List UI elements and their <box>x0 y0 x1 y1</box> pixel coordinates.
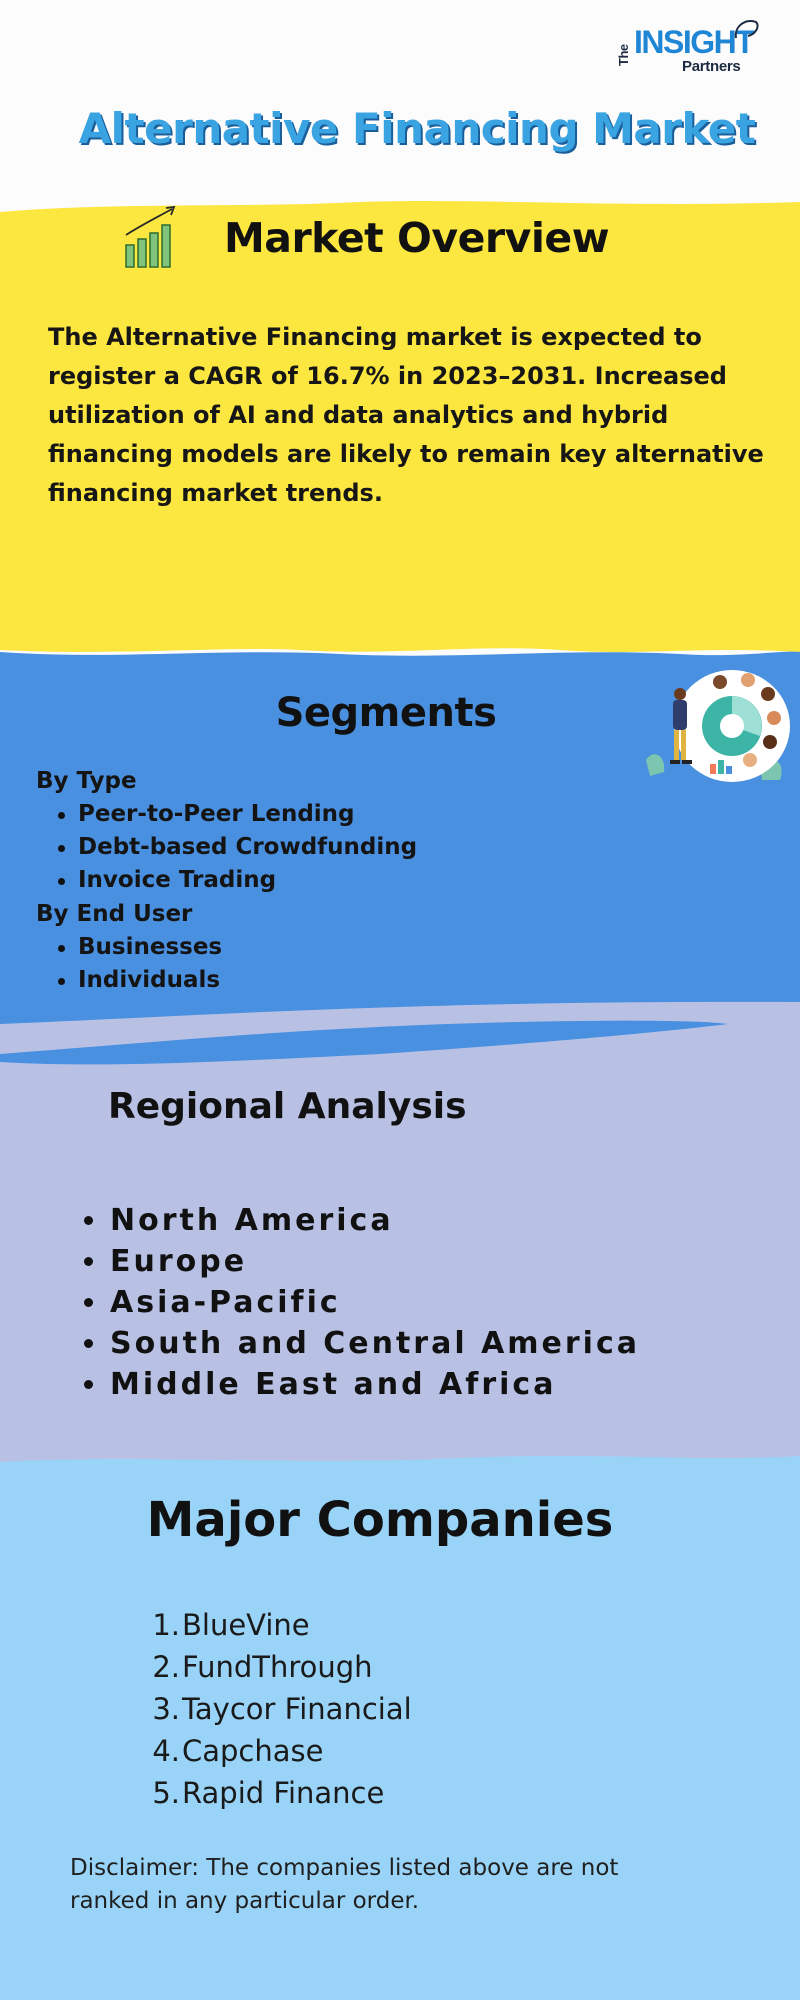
segment-group-end-user <box>36 897 417 997</box>
company-name: BlueVine <box>182 1608 310 1642</box>
company-name: FundThrough <box>182 1650 373 1684</box>
region-item: Middle East and Africa <box>110 1364 640 1405</box>
region-item: South and Central America <box>110 1323 640 1364</box>
company-number: 2. <box>152 1650 180 1684</box>
region-item: Asia-Pacific <box>110 1282 640 1323</box>
company-number: 5. <box>152 1776 180 1810</box>
segment-group-label: By Type <box>36 768 137 794</box>
growth-chart-icon <box>124 205 180 269</box>
logo-partners: Partners <box>682 58 741 75</box>
segment-item: Businesses <box>78 931 417 964</box>
page-title: Alternative Financing Market <box>78 104 756 153</box>
insight-partners-logo <box>612 14 762 76</box>
company-name: Rapid Finance <box>182 1776 385 1810</box>
company-item <box>148 1646 412 1688</box>
segment-item: Peer-to-Peer Lending <box>78 798 417 831</box>
company-list <box>148 1604 412 1814</box>
company-item <box>148 1688 412 1730</box>
segment-item: Debt-based Crowdfunding <box>78 831 417 864</box>
overview-title: Market Overview <box>224 214 610 262</box>
segment-group-label: By End User <box>36 901 193 927</box>
segment-item: Invoice Trading <box>78 864 417 897</box>
company-item <box>148 1604 412 1646</box>
company-number: 3. <box>152 1692 180 1726</box>
company-item <box>148 1772 412 1814</box>
region-item: Europe <box>110 1241 640 1282</box>
disclaimer-text: Disclaimer: The companies listed above are not ranked in any particular order. <box>70 1855 619 1914</box>
region-item: North America <box>110 1200 640 1241</box>
company-item <box>148 1730 412 1772</box>
segments-list <box>36 764 417 997</box>
segment-item: Individuals <box>78 964 417 997</box>
company-name: Taycor Financial <box>182 1692 412 1726</box>
segment-group-type <box>36 764 417 897</box>
team-meeting-illustration <box>640 664 792 798</box>
regional-title: Regional Analysis <box>108 1086 467 1127</box>
logo-swoosh-icon <box>732 16 760 44</box>
company-name: Capchase <box>182 1734 324 1768</box>
company-number: 4. <box>152 1734 180 1768</box>
overview-text: The Alternative Financing market is expected to register a CAGR of 16.7% in 2023–2031. Increased utilization of AI and data analytics and hybrid financing models are likely to remain key alternative financing market trends. <box>48 323 764 507</box>
companies-title: Major Companies <box>146 1492 614 1548</box>
segments-title: Segments <box>275 690 497 736</box>
company-number: 1. <box>152 1608 180 1642</box>
region-list <box>110 1200 640 1405</box>
logo-the: The <box>616 44 631 66</box>
logo-insight: INSIGHT <box>634 24 754 60</box>
